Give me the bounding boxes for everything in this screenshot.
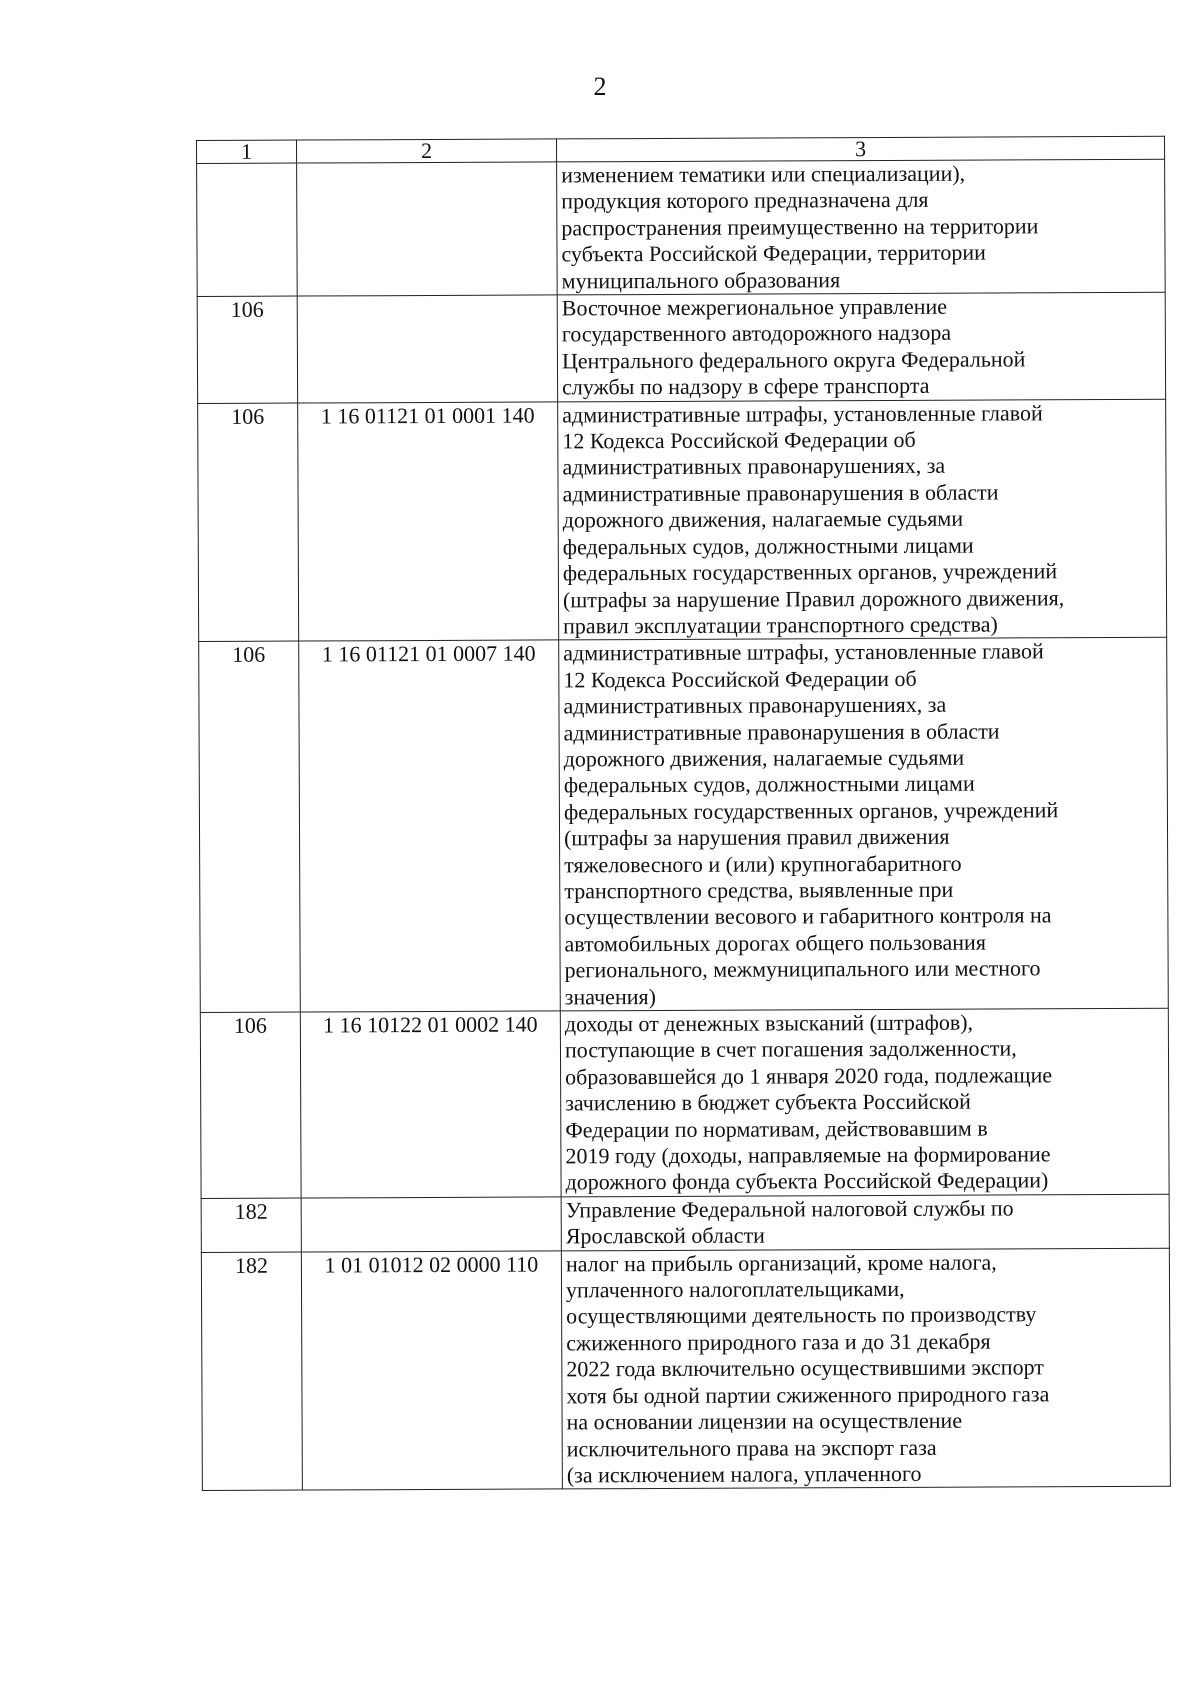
description-cell — [557, 159, 1166, 295]
description-line: 2022 года включительно осуществившими экспорт — [566, 1354, 1044, 1382]
description-line: административные правонарушения в области — [563, 718, 1000, 745]
budget-code-cell — [297, 295, 557, 403]
description-line: исключительного права на экспорт газа — [566, 1434, 937, 1461]
table-body — [197, 159, 1171, 1491]
description-line: Федерации по нормативам, действовавшим в — [565, 1115, 988, 1143]
description-line: правил эксплуатации транспортного средства) — [563, 611, 998, 639]
description-line: автомобильных дорогах общего пользования — [564, 929, 986, 957]
description-line: продукция которого предназначена для — [561, 187, 929, 214]
admin-code-cell: 106 — [200, 1012, 301, 1198]
description-line: (штрафы за нарушение Правил дорожного движения, — [562, 584, 1065, 612]
description-line: Восточное межрегиональное управление — [561, 293, 948, 321]
description-line: сжиженного природного газа и до 31 декабря — [566, 1328, 991, 1356]
budget-code-cell: 1 16 10122 01 0002 140 — [300, 1011, 561, 1198]
description-line: осуществлении весового и габаритного контроля на — [564, 902, 1052, 930]
description-cell — [557, 292, 1165, 401]
admin-code-cell — [197, 163, 298, 296]
revenue-codes-table — [196, 136, 1171, 1492]
table-row — [201, 1194, 1169, 1252]
description-line: дорожного фонда субъекта Российской Федерации) — [565, 1167, 1049, 1195]
description-line: изменением тематики или специализации), — [561, 160, 966, 188]
description-line: административные штрафы, установленные главой — [563, 638, 1044, 666]
admin-code-cell: 106 — [199, 641, 301, 1012]
description-line: (штрафы за нарушения правил движения — [563, 823, 950, 851]
description-line: административных правонарушениях, за — [562, 453, 946, 480]
column-header-3: 3 — [556, 136, 1164, 162]
description-line: значения) — [564, 983, 656, 1009]
description-line: осуществляющими деятельность по производству — [566, 1301, 1037, 1329]
page-number: 2 — [593, 72, 607, 101]
description-line: службы по надзору в сфере транспорта — [562, 373, 930, 400]
description-line: государственного автодорожного надзора — [561, 320, 952, 347]
budget-code-cell: 1 16 01121 01 0007 140 — [299, 640, 561, 1012]
description-line: на основании лицензии на осуществление — [566, 1407, 963, 1435]
description-line: федеральных судов, должностными лицами — [562, 532, 974, 560]
description-line: доходы от денежных взысканий (штрафов), — [564, 1009, 974, 1037]
description-line: административные правонарушения в области — [562, 479, 999, 507]
description-line: административные штрафы, установленные главой — [562, 399, 1043, 428]
admin-code-cell: 182 — [201, 1198, 301, 1252]
budget-code-cell — [297, 162, 558, 296]
description-line: федеральных судов, должностными лицами — [563, 770, 975, 798]
description-line: хотя бы одной партии сжиженного природного газа — [566, 1380, 1050, 1409]
budget-code-cell — [301, 1197, 561, 1252]
description-line: тяжеловесного и (или) крупногабаритного — [564, 850, 962, 877]
description-cell — [561, 1194, 1169, 1250]
admin-code-cell: 106 — [197, 296, 297, 403]
description-line: налог на прибыль организаций, кроме налога, — [565, 1249, 997, 1277]
description-line: федеральных государственных органов, учреждений — [563, 796, 1059, 825]
description-line: Ярославской области — [565, 1222, 765, 1249]
column-header-2: 2 — [297, 139, 557, 163]
description-cell — [558, 399, 1167, 640]
description-line: муниципального образования — [561, 266, 841, 294]
admin-code-cell: 106 — [198, 403, 299, 642]
description-line: поступающие в счет погашения задолженности, — [564, 1035, 1017, 1063]
table-row — [197, 159, 1166, 296]
table-row — [197, 292, 1165, 403]
description-line: Управление Федеральной налоговой службы по — [565, 1195, 1014, 1223]
description-line: 12 Кодекса Российской Федерации об — [563, 665, 917, 693]
description-line: распространения преимущественно на территории — [561, 213, 1039, 241]
budget-code-cell: 1 16 01121 01 0001 140 — [298, 402, 559, 642]
table-row — [199, 638, 1169, 1013]
description-line: уплаченного налогоплательщиками, — [565, 1275, 905, 1303]
budget-code-cell: 1 01 01012 02 0000 110 — [301, 1251, 562, 1491]
description-line: (за исключением налога, уплаченного — [566, 1460, 922, 1488]
description-line: дорожного движения, налагаемые судьями — [562, 505, 964, 533]
description-line: регионального, межмуниципального или местного — [564, 955, 1041, 983]
description-cell — [559, 638, 1169, 1011]
description-line: Центрального федерального округа Федеральной — [561, 346, 1026, 374]
description-line: федеральных государственных органов, учреждений — [562, 558, 1058, 586]
description-line: субъекта Российской Федерации, территории — [561, 239, 986, 267]
description-line: 2019 году (доходы, направляемые на формирование — [565, 1141, 1051, 1169]
table-row — [201, 1248, 1170, 1491]
description-line: транспортного средства, выявленные при — [564, 876, 954, 904]
description-line: зачислению в бюджет субъекта Российской — [565, 1088, 971, 1116]
description-line: 12 Кодекса Российской Федерации об — [562, 426, 916, 454]
column-header-1: 1 — [197, 140, 297, 163]
description-line: административных правонарушениях, за — [563, 691, 947, 719]
table-row — [198, 399, 1167, 642]
description-line: образовавшейся до 1 января 2020 года, подлежащие — [565, 1062, 1053, 1090]
admin-code-cell: 182 — [201, 1252, 302, 1491]
table-row — [200, 1008, 1169, 1198]
description-cell — [561, 1248, 1170, 1489]
description-line: дорожного движения, налагаемые судьями — [563, 744, 965, 772]
description-cell — [560, 1008, 1169, 1196]
